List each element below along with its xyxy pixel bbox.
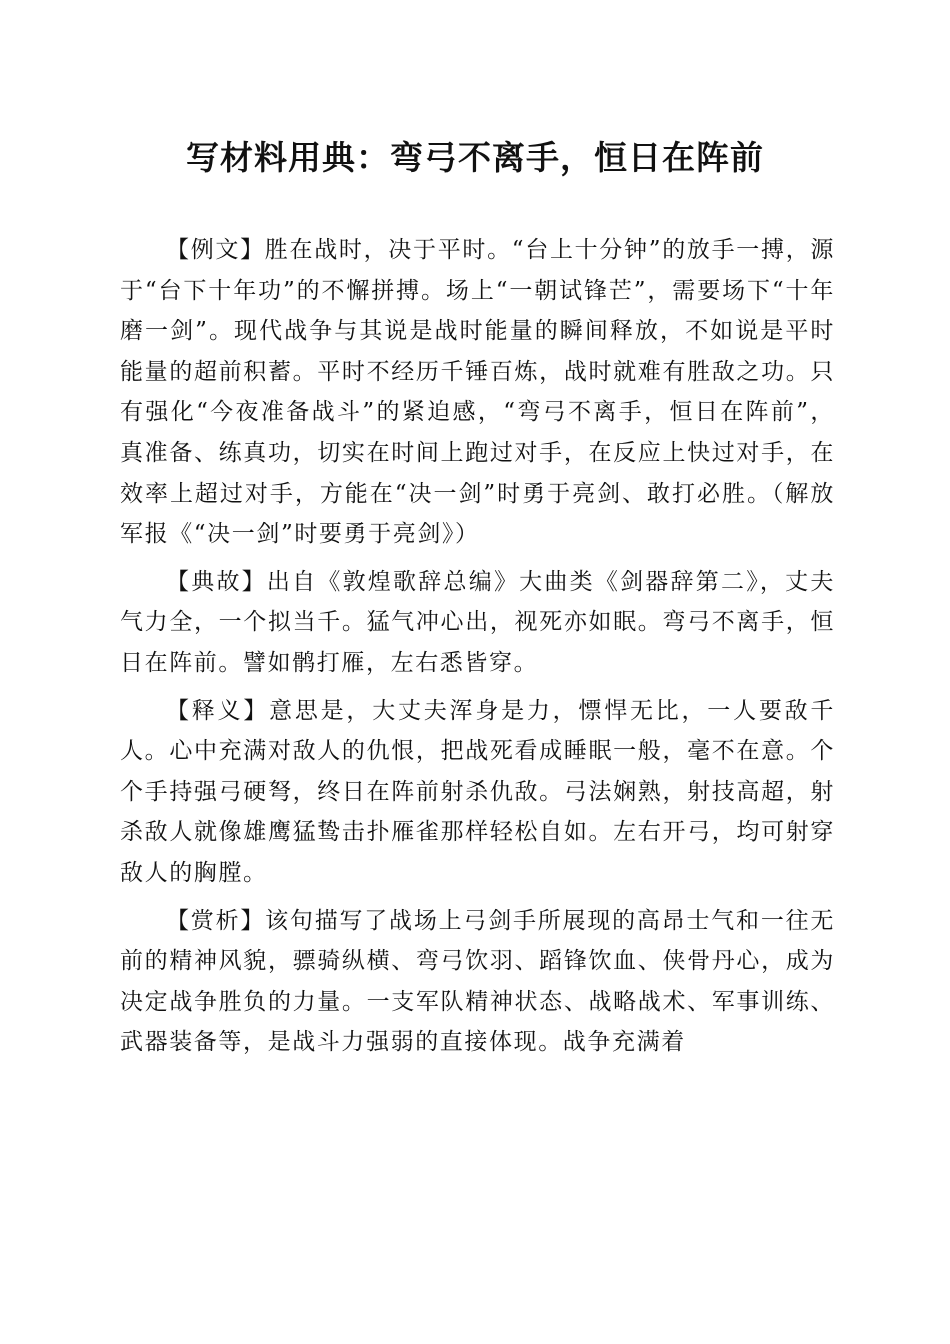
section-tag: 【例文】 — [166, 237, 265, 263]
paragraph-interpretation — [120, 691, 835, 894]
section-tag: 【释义】 — [166, 697, 270, 724]
section-tag: 【典故】 — [166, 568, 267, 595]
paragraph-text: 出自《敦煌歌辞总编》大曲类《剑器辞第二》，丈夫气力全，一个拟当千。猛气冲心出，视死亦如眠。弯弓不离手，恒日在阵前。譬如鹘打雁，左右悉皆穿。 — [120, 568, 835, 676]
section-tag: 【赏析】 — [166, 907, 266, 934]
paragraph-appreciation — [120, 901, 835, 1063]
paragraph-example — [120, 230, 835, 555]
paragraph-text: 意思是，大丈夫浑身是力，慓悍无比，一人要敌千人。心中充满对敌人的仇恨，把战死看成睡眠一般，毫不在意。个个手持强弓硬弩，终日在阵前射杀仇敌。弓法娴熟，射技高超，射杀敌人就像雄鹰猛鸷击扑雁雀那样轻松自如。左右开弓，均可射穿敌人的胸膛。 — [120, 697, 835, 886]
document-title: 写材料用典：弯弓不离手，恒日在阵前 — [186, 138, 764, 177]
document-body — [120, 230, 835, 1070]
paragraph-text: 该句描写了战场上弓剑手所展现的高昂士气和一往无前的精神风貌，骠骑纵横、弯弓饮羽、蹈锋饮血、侠骨丹心，成为决定战争胜负的力量。一支军队精神状态、战略战术、军事训练、武器装备等，是战斗力强弱的直接体现。战争充满着 — [120, 907, 835, 1056]
paragraph-allusion — [120, 562, 835, 684]
paragraph-text: 胜在战时，决于平时。“台上十分钟”的放手一搏，源于“台下十年功”的不懈拼搏。场上“一朝试锋芒”，需要场下“十年磨一剑”。现代战争与其说是战时能量的瞬间释放，不如说是平时能量的超前积蓄。平时不经历千锤百炼，战时就难有胜敌之功。只有强化“今夜准备战斗”的紧迫感，“弯弓不离手，恒日在阵前”，真准备、练真功，切实在时间上跑过对手，在反应上快过对手，在效率上超过对手，方能在“决一剑”时勇于亮剑、敢打必胜。（解放军报《“决一剑”时要勇于亮剑》） — [120, 237, 835, 548]
